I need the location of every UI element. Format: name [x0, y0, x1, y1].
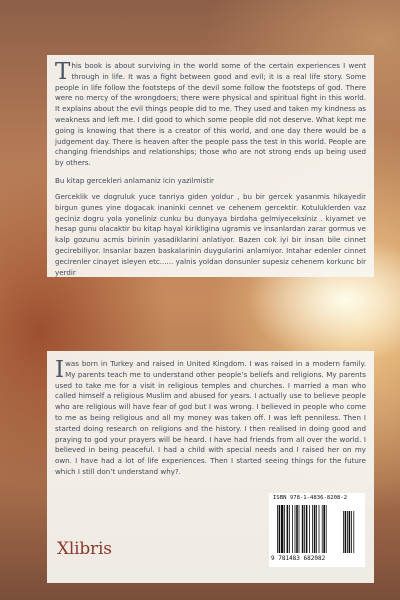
turkish-blurb: Gerceklik ve dogruluk yuce tanriya giden yoldur , bu bir gercek yasanmis hikayedir birgun gunes yine dogacak inaninki cennet ve cehenem gercektir. Kotuluklerden vaz geciniz dogru yola yoneliniz cunku bu dunyaya birdaha gelmiyeceksiniz . kiyamet ve hesap gunu olacaktir bu kitap hayal kirikligina ugramis ve insanlardan zarar gormus ve kalp gozunu acmis birinin yasadiklarini anlatiyor. Bazen cok iyi bir insan bile cinnet gecirebiliyor. Insanlar bazen baskalarinin duygularini anlamiyor. Intahar edenler cinnet gecirenler cinayet isleyen etc...... yalnis yoldan donsunler supesiz cehenem korkunc bir yerdir	[55, 191, 366, 277]
author-bio-panel	[47, 351, 374, 583]
english-blurb	[55, 61, 366, 169]
english-blurb-text: his book is about surviving in the world some of the certain experiences I went through in life. It was a fight between good and evil; it is a real life story. Some people in life follow the footsteps of the devil some follow the footsteps of god. There were no mercy of the wrongdoers; there were physical and spiritual fight in this world. It explains about the evil things people did to me. They used and taken my kindness as weakness and left me. I did good to which some people did not deserve. What kept me going is knowing that there is a creator of this world, and one day there would be a judgement day. There is heaven after the people pass the test in this world. People are changing friendships and relationships; those who are not strong ends up being used by others.	[55, 61, 366, 168]
ean-number: 9 781483 682082	[271, 555, 326, 562]
turkish-subtitle: Bu kitap gercekleri anlamaniz icin yazilmistir	[55, 175, 214, 185]
author-bio-text: was born in Turkey and raised in United Kingdom. I was raised in a modern family. My parents teach me to understand other people’s beliefs and religions. My parents used to take me for a visit in religious temples and churches. I married a man who called himself a religious Muslim and abused for years. I actually use to believe people who are religious will have fear of god but I was wrong. I believed in people who come to me as being religious and all my money was taken off. I was left penniless. Then I started doing research on religions and the history. I then realised in doing good and praying to god your prayers will be heard. I have had friends from all over the world. I believed in being peaceful. I had a child with special needs and I raised her on my own. I have had a lot of life experiences. Then I started seeing things for the future which I still don’t understand why?.	[55, 359, 366, 476]
barcode	[269, 493, 365, 567]
drop-cap: T	[55, 59, 71, 85]
isbn-label: ISBN 978-1-4836-8208-2	[273, 495, 348, 501]
barcode-bars	[277, 505, 359, 553]
publisher-logo: Xlibris	[57, 539, 112, 559]
author-bio	[55, 359, 366, 478]
description-panel	[47, 55, 374, 277]
drop-cap: I	[55, 357, 65, 383]
